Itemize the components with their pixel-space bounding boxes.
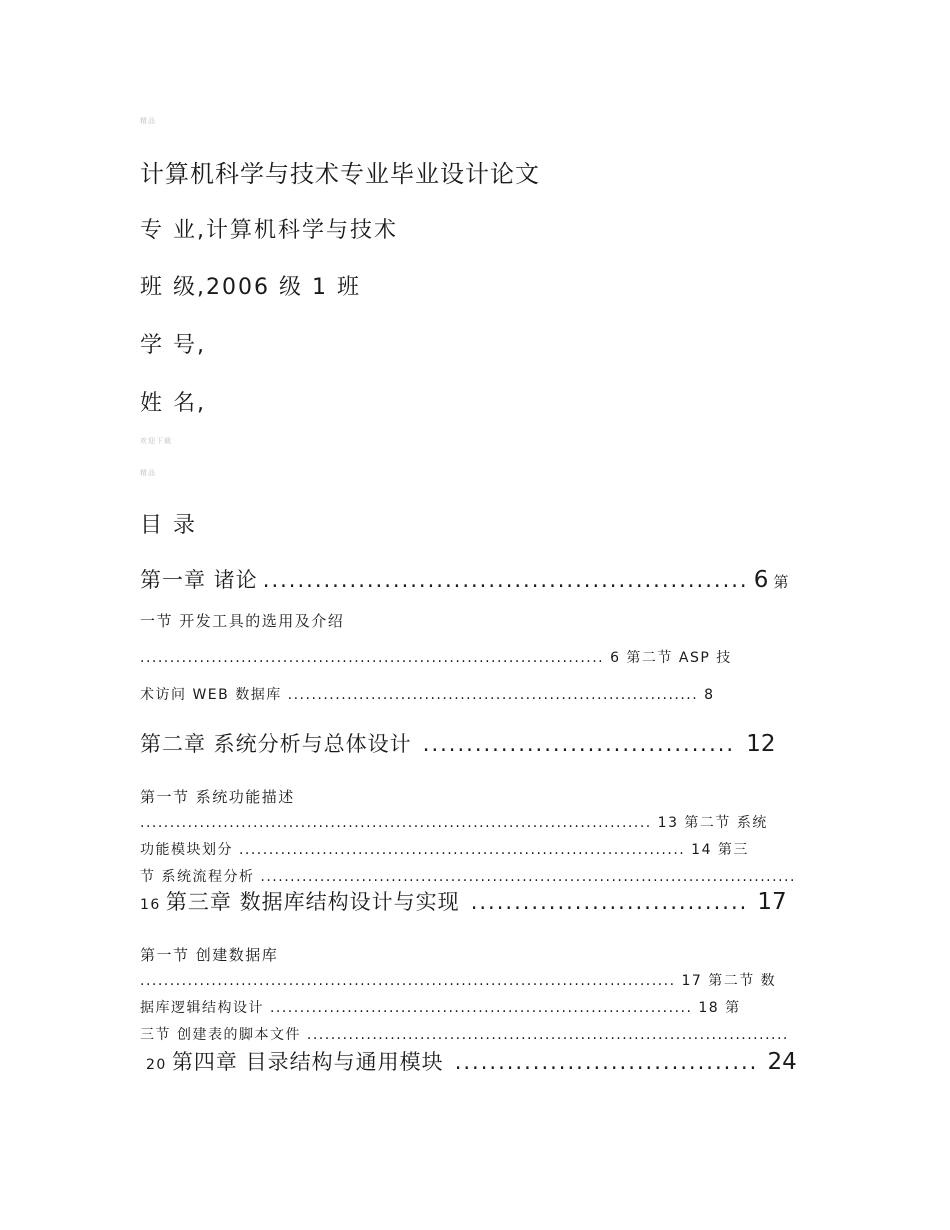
student-id-line: 学 号, [140, 333, 206, 358]
toc-line-12: .......................................................................................... 17 第二节 数 [140, 973, 777, 989]
toc-chapter-3-page: 17 [757, 889, 787, 915]
toc-chapter-1-page: 6 [753, 567, 769, 593]
toc-chapter-2 [140, 728, 775, 758]
toc-chapter-2-dots: .................................... [422, 732, 736, 756]
toc-chapter-4 [146, 1046, 797, 1076]
toc-chapter-4-prev-page: 20 [146, 1057, 167, 1073]
toc-chapter-1-tail: 第 [773, 573, 790, 591]
toc-chapter-3-title: 第三章 数据库结构设计与实现 [165, 890, 460, 914]
major-line: 专 业,计算机科学与技术 [140, 218, 398, 243]
class-line: 班 级,2006 级 1 班 [140, 275, 361, 300]
toc-line-13: 据库逻辑结构设计 ....................................................................... 18 第 [140, 1000, 741, 1016]
toc-chapter-1 [140, 564, 790, 594]
toc-chapter-1-title: 第一章 诸论 [140, 568, 258, 592]
toc-chapter-4-dots: ................................... [454, 1050, 759, 1074]
toc-chapter-4-page: 24 [767, 1049, 797, 1075]
name-line: 姓 名, [140, 391, 206, 416]
header-watermark-2: 精品 [140, 469, 156, 477]
toc-chapter-2-page: 12 [746, 731, 776, 757]
toc-chapter-3-dots: ................................ [470, 890, 749, 914]
toc-line-8: 功能模块划分 ........................................................................... 14 第三 [140, 842, 749, 858]
toc-line-14: 三节 创建表的脚本文件 ................................................................................. [140, 1027, 789, 1043]
toc-chapter-2-title: 第二章 系统分析与总体设计 [140, 732, 412, 756]
toc-chapter-3-prev-page: 16 [140, 897, 161, 913]
toc-chapter-4-title: 第四章 目录结构与通用模块 [171, 1050, 444, 1074]
toc-line-3: .............................................................................. 6 第二节 ASP 技 [140, 650, 732, 666]
toc-line-7: ...................................................................................... 13 第二节 系统 [140, 815, 768, 831]
thesis-title: 计算机科学与技术专业毕业设计论文 [140, 160, 540, 188]
toc-line-9: 节 系统流程分析 .......................................................................................... [140, 869, 796, 885]
toc-line-6: 第一节 系统功能描述 [140, 788, 295, 806]
toc-chapter-1-dots: ........................................................ [262, 568, 749, 592]
header-watermark: 精品 [140, 117, 156, 125]
toc-heading: 目 录 [140, 513, 197, 538]
footer-watermark: 欢迎下载 [140, 437, 172, 445]
toc-line-11: 第一节 创建数据库 [140, 946, 279, 964]
toc-line-4: 术访问 WEB 数据库 ..................................................................... 8 [140, 687, 715, 703]
toc-line-2: 一节 开发工具的选用及介绍 [140, 612, 345, 630]
toc-chapter-3 [140, 886, 787, 916]
